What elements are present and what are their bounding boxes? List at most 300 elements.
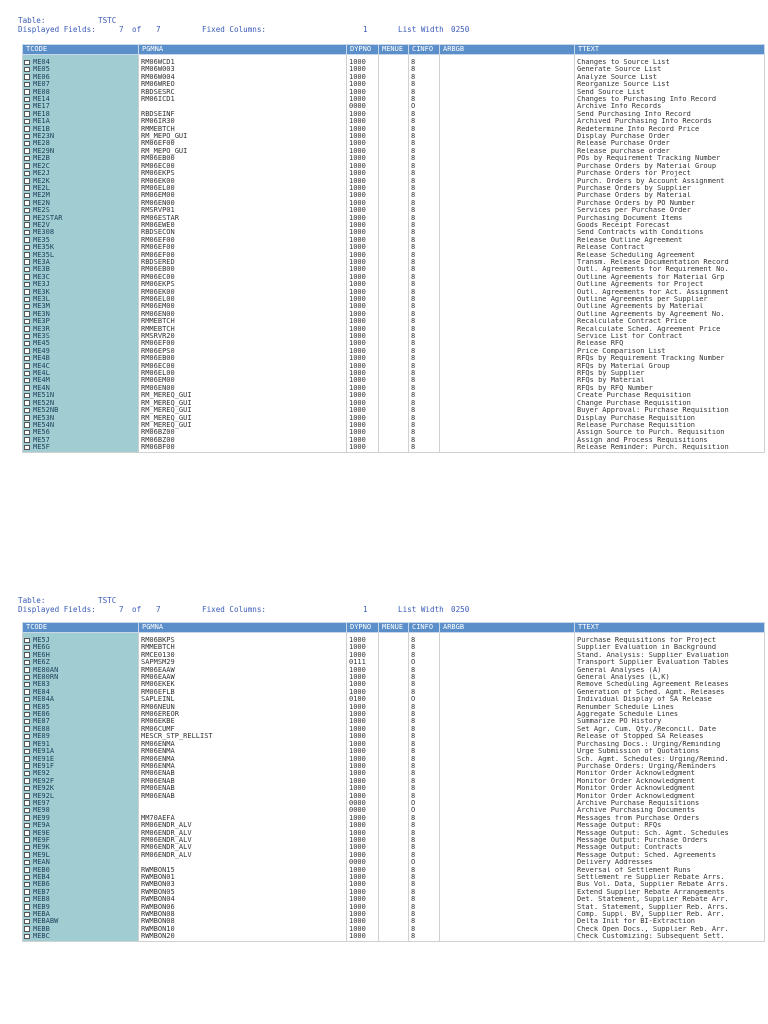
table-row[interactable] — [23, 711, 765, 718]
table-row[interactable] — [23, 81, 765, 88]
table-row[interactable] — [23, 770, 765, 777]
cell-tcode[interactable] — [23, 377, 139, 384]
cell-tcode[interactable] — [23, 289, 139, 296]
table-row[interactable] — [23, 896, 765, 903]
row-select-checkbox[interactable] — [24, 171, 30, 177]
row-select-checkbox[interactable] — [24, 934, 30, 940]
cell-tcode[interactable] — [23, 363, 139, 370]
table-row[interactable] — [23, 718, 765, 725]
table-row[interactable] — [23, 644, 765, 651]
table-row[interactable] — [23, 178, 765, 185]
cell-tcode[interactable] — [23, 274, 139, 281]
table-row[interactable] — [23, 867, 765, 874]
cell-tcode[interactable] — [23, 881, 139, 888]
cell-tcode[interactable] — [23, 178, 139, 185]
table-row[interactable] — [23, 363, 765, 370]
cell-tcode[interactable] — [23, 778, 139, 785]
table-row[interactable] — [23, 852, 765, 859]
cell-menue — [379, 363, 409, 370]
cell-tcode[interactable] — [23, 326, 139, 333]
table-row[interactable] — [23, 800, 765, 807]
cell-tcode[interactable] — [23, 874, 139, 881]
row-select-checkbox[interactable] — [24, 178, 30, 184]
row-select-checkbox[interactable] — [24, 882, 30, 888]
row-select-checkbox[interactable] — [24, 860, 30, 866]
table-row[interactable] — [23, 311, 765, 318]
table-row[interactable] — [23, 74, 765, 81]
column-header-cinfo[interactable]: CINFO — [409, 45, 440, 55]
row-select-checkbox[interactable] — [24, 823, 30, 829]
row-select-checkbox[interactable] — [24, 215, 30, 221]
row-select-checkbox[interactable] — [24, 141, 30, 147]
cell-tcode[interactable] — [23, 303, 139, 310]
row-select-checkbox[interactable] — [24, 800, 30, 806]
table-row[interactable] — [23, 881, 765, 888]
cell-tcode[interactable] — [23, 163, 139, 170]
row-select-checkbox[interactable] — [24, 786, 30, 792]
table-row[interactable] — [23, 89, 765, 96]
row-select-checkbox[interactable] — [24, 771, 30, 777]
column-header-ttext[interactable]: TTEXT — [575, 623, 765, 633]
table-row[interactable] — [23, 103, 765, 110]
row-select-checkbox[interactable] — [24, 875, 30, 881]
row-select-checkbox[interactable] — [24, 778, 30, 784]
table-row[interactable] — [23, 66, 765, 73]
table-row[interactable] — [23, 785, 765, 792]
row-select-checkbox[interactable] — [24, 889, 30, 895]
table-row[interactable] — [23, 266, 765, 273]
column-header-menue[interactable]: MENUE — [379, 45, 409, 55]
cell-tcode[interactable] — [23, 822, 139, 829]
table-row[interactable] — [23, 681, 765, 688]
cell-tcode[interactable] — [23, 444, 139, 452]
row-select-checkbox[interactable] — [24, 793, 30, 799]
cell-tcode[interactable] — [23, 370, 139, 377]
cell-tcode[interactable] — [23, 192, 139, 199]
row-select-checkbox[interactable] — [24, 741, 30, 747]
table-row[interactable] — [23, 355, 765, 362]
table-row[interactable] — [23, 244, 765, 251]
cell-tcode[interactable] — [23, 437, 139, 444]
cell-tcode[interactable] — [23, 266, 139, 273]
row-select-checkbox[interactable] — [24, 689, 30, 695]
table-row[interactable] — [23, 659, 765, 666]
cell-tcode[interactable] — [23, 422, 139, 429]
row-select-checkbox[interactable] — [24, 400, 30, 406]
cell-tcode[interactable] — [23, 333, 139, 340]
cell-tcode[interactable] — [23, 237, 139, 244]
row-select-checkbox[interactable] — [24, 282, 30, 288]
row-select-checkbox[interactable] — [24, 926, 30, 932]
column-header-tcode[interactable]: TCODE — [23, 623, 139, 633]
cell-tcode[interactable] — [23, 74, 139, 81]
row-select-checkbox[interactable] — [24, 756, 30, 762]
column-header-menue[interactable]: MENUE — [379, 623, 409, 633]
cell-tcode[interactable] — [23, 103, 139, 110]
row-select-checkbox[interactable] — [24, 393, 30, 399]
cell-tcode[interactable] — [23, 756, 139, 763]
row-select-checkbox[interactable] — [24, 319, 30, 325]
row-select-checkbox[interactable] — [24, 185, 30, 191]
cell-tcode[interactable] — [23, 118, 139, 125]
row-select-checkbox[interactable] — [24, 67, 30, 73]
table-row[interactable] — [23, 778, 765, 785]
row-select-checkbox[interactable] — [24, 156, 30, 162]
row-select-checkbox[interactable] — [24, 82, 30, 88]
table-row[interactable] — [23, 185, 765, 192]
cell-tcode[interactable] — [23, 837, 139, 844]
table-row[interactable] — [23, 252, 765, 259]
table-row[interactable] — [23, 748, 765, 755]
table-row[interactable] — [23, 689, 765, 696]
cell-tcode[interactable] — [23, 830, 139, 837]
table-row[interactable] — [23, 918, 765, 925]
cell-tcode[interactable] — [23, 911, 139, 918]
cell-tcode[interactable] — [23, 718, 139, 725]
cell-tcode[interactable] — [23, 281, 139, 288]
row-select-checkbox[interactable] — [24, 111, 30, 117]
column-header-arbgb[interactable]: ARBGB — [440, 623, 575, 633]
row-select-checkbox[interactable] — [24, 912, 30, 918]
table-row[interactable] — [23, 844, 765, 851]
row-select-checkbox[interactable] — [24, 904, 30, 910]
table-row[interactable] — [23, 96, 765, 103]
table-row[interactable] — [23, 807, 765, 814]
row-select-checkbox[interactable] — [24, 845, 30, 851]
cell-tcode[interactable] — [23, 926, 139, 933]
table-row[interactable] — [23, 392, 765, 399]
row-select-checkbox[interactable] — [24, 200, 30, 206]
row-select-checkbox[interactable] — [24, 371, 30, 377]
row-select-checkbox[interactable] — [24, 749, 30, 755]
cell-tcode[interactable] — [23, 933, 139, 941]
table-row[interactable] — [23, 370, 765, 377]
cell-tcode[interactable] — [23, 348, 139, 355]
table-row[interactable] — [23, 296, 765, 303]
cell-tcode[interactable] — [23, 385, 139, 392]
row-select-checkbox[interactable] — [24, 134, 30, 140]
row-select-checkbox[interactable] — [24, 704, 30, 710]
row-select-checkbox[interactable] — [24, 808, 30, 814]
column-header-dypno[interactable]: DYPNO — [347, 45, 379, 55]
table-row[interactable] — [23, 333, 765, 340]
cell-tcode[interactable] — [23, 252, 139, 259]
row-select-checkbox[interactable] — [24, 74, 30, 80]
table-row[interactable] — [23, 422, 765, 429]
cell-tcode[interactable] — [23, 222, 139, 229]
table-row[interactable] — [23, 822, 765, 829]
row-select-checkbox[interactable] — [24, 119, 30, 125]
row-select-checkbox[interactable] — [24, 297, 30, 303]
row-select-checkbox[interactable] — [24, 252, 30, 258]
cell-tcode[interactable] — [23, 896, 139, 903]
row-select-checkbox[interactable] — [24, 97, 30, 103]
cell-tcode[interactable] — [23, 415, 139, 422]
row-select-checkbox[interactable] — [24, 415, 30, 421]
row-select-checkbox[interactable] — [24, 815, 30, 821]
cell-tcode[interactable] — [23, 726, 139, 733]
row-select-checkbox[interactable] — [24, 259, 30, 265]
row-select-checkbox[interactable] — [24, 675, 30, 681]
table-row[interactable] — [23, 407, 765, 414]
row-select-checkbox[interactable] — [24, 719, 30, 725]
table-row[interactable] — [23, 59, 765, 66]
table-row[interactable] — [23, 704, 765, 711]
table-row[interactable] — [23, 437, 765, 444]
cell-tcode[interactable] — [23, 340, 139, 347]
row-select-checkbox[interactable] — [24, 378, 30, 384]
table-row[interactable] — [23, 140, 765, 147]
row-select-checkbox[interactable] — [24, 163, 30, 169]
table-row[interactable] — [23, 133, 765, 140]
row-select-checkbox[interactable] — [24, 422, 30, 428]
table-row[interactable] — [23, 696, 765, 703]
table-row[interactable] — [23, 192, 765, 199]
cell-tcode[interactable] — [23, 644, 139, 651]
cell-tcode[interactable] — [23, 763, 139, 770]
table-row[interactable] — [23, 289, 765, 296]
cell-tcode[interactable] — [23, 800, 139, 807]
row-select-checkbox[interactable] — [24, 645, 30, 651]
table-row[interactable] — [23, 207, 765, 214]
table-row[interactable] — [23, 429, 765, 436]
row-select-checkbox[interactable] — [24, 726, 30, 732]
table-row[interactable] — [23, 637, 765, 644]
row-select-checkbox[interactable] — [24, 148, 30, 154]
table-row[interactable] — [23, 874, 765, 881]
table-row[interactable] — [23, 348, 765, 355]
column-header-tcode[interactable]: TCODE — [23, 45, 139, 55]
table-row[interactable] — [23, 415, 765, 422]
cell-tcode[interactable] — [23, 852, 139, 859]
column-header-ttext[interactable]: TTEXT — [575, 45, 765, 55]
row-select-checkbox[interactable] — [24, 734, 30, 740]
cell-tcode[interactable] — [23, 652, 139, 659]
row-select-checkbox[interactable] — [24, 408, 30, 414]
cell-tcode[interactable] — [23, 681, 139, 688]
cell-tcode[interactable] — [23, 392, 139, 399]
row-select-checkbox[interactable] — [24, 356, 30, 362]
table-row[interactable] — [23, 741, 765, 748]
row-select-checkbox[interactable] — [24, 763, 30, 769]
table-row[interactable] — [23, 667, 765, 674]
row-select-checkbox[interactable] — [24, 437, 30, 443]
row-select-checkbox[interactable] — [24, 919, 30, 925]
cell-tcode[interactable] — [23, 807, 139, 814]
table-row[interactable] — [23, 815, 765, 822]
cell-tcode[interactable] — [23, 311, 139, 318]
table-row[interactable] — [23, 830, 765, 837]
cell-tcode[interactable] — [23, 904, 139, 911]
row-select-checkbox[interactable] — [24, 638, 30, 644]
row-select-checkbox[interactable] — [24, 897, 30, 903]
table-row[interactable] — [23, 170, 765, 177]
column-header-pgmna[interactable]: PGMNA — [139, 623, 347, 633]
cell-tcode[interactable] — [23, 659, 139, 666]
cell-tcode[interactable] — [23, 867, 139, 874]
cell-tcode[interactable] — [23, 859, 139, 866]
table-row[interactable] — [23, 756, 765, 763]
row-select-checkbox[interactable] — [24, 193, 30, 199]
table-row[interactable] — [23, 733, 765, 740]
cell-tcode[interactable] — [23, 674, 139, 681]
table-row[interactable] — [23, 400, 765, 407]
cell-tcode[interactable] — [23, 667, 139, 674]
table-row[interactable] — [23, 215, 765, 222]
cell-tcode[interactable] — [23, 89, 139, 96]
row-select-checkbox[interactable] — [24, 852, 30, 858]
row-select-checkbox[interactable] — [24, 89, 30, 95]
row-select-checkbox[interactable] — [24, 208, 30, 214]
cell-tcode[interactable] — [23, 207, 139, 214]
table-row[interactable] — [23, 237, 765, 244]
cell-menue — [379, 89, 409, 96]
table-row[interactable] — [23, 926, 765, 933]
row-select-checkbox[interactable] — [24, 712, 30, 718]
table-row[interactable] — [23, 318, 765, 325]
table-row[interactable] — [23, 652, 765, 659]
cell-tcode[interactable] — [23, 741, 139, 748]
cell-tcode[interactable] — [23, 259, 139, 266]
row-select-checkbox[interactable] — [24, 334, 30, 340]
table-row[interactable] — [23, 148, 765, 155]
row-select-checkbox[interactable] — [24, 837, 30, 843]
cell-tcode[interactable] — [23, 400, 139, 407]
row-select-checkbox[interactable] — [24, 430, 30, 436]
row-select-checkbox[interactable] — [24, 867, 30, 873]
cell-tcode[interactable] — [23, 133, 139, 140]
table-row[interactable] — [23, 303, 765, 310]
row-select-checkbox[interactable] — [24, 385, 30, 391]
table-row[interactable] — [23, 933, 765, 941]
table-row[interactable] — [23, 259, 765, 266]
row-select-checkbox[interactable] — [24, 326, 30, 332]
cell-tcode[interactable] — [23, 148, 139, 155]
row-select-checkbox[interactable] — [24, 222, 30, 228]
row-select-checkbox[interactable] — [24, 341, 30, 347]
cell-tcode[interactable] — [23, 318, 139, 325]
tcode-text: ME08 — [33, 88, 50, 96]
table-row[interactable] — [23, 111, 765, 118]
table-row[interactable] — [23, 200, 765, 207]
table-row[interactable] — [23, 763, 765, 770]
table-row[interactable] — [23, 222, 765, 229]
table-row[interactable] — [23, 126, 765, 133]
column-header-cinfo[interactable]: CINFO — [409, 623, 440, 633]
table-row[interactable] — [23, 281, 765, 288]
cell-tcode[interactable] — [23, 66, 139, 73]
table-row[interactable] — [23, 904, 765, 911]
cell-tcode[interactable] — [23, 815, 139, 822]
cell-tcode[interactable] — [23, 637, 139, 644]
cell-tcode[interactable] — [23, 215, 139, 222]
row-select-checkbox[interactable] — [24, 230, 30, 236]
row-select-checkbox[interactable] — [24, 652, 30, 658]
row-select-checkbox[interactable] — [24, 304, 30, 310]
table-row[interactable] — [23, 889, 765, 896]
column-header-dypno[interactable]: DYPNO — [347, 623, 379, 633]
cell-tcode[interactable] — [23, 126, 139, 133]
row-select-checkbox[interactable] — [24, 289, 30, 295]
cell-tcode[interactable] — [23, 733, 139, 740]
cell-tcode[interactable] — [23, 170, 139, 177]
table-row[interactable] — [23, 155, 765, 162]
table-row[interactable] — [23, 911, 765, 918]
row-select-checkbox[interactable] — [24, 126, 30, 132]
table-row[interactable] — [23, 274, 765, 281]
row-select-checkbox[interactable] — [24, 104, 30, 110]
cell-tcode[interactable] — [23, 689, 139, 696]
cell-tcode[interactable] — [23, 111, 139, 118]
table-row[interactable] — [23, 385, 765, 392]
table-row[interactable] — [23, 118, 765, 125]
cell-tcode[interactable] — [23, 81, 139, 88]
row-select-checkbox[interactable] — [24, 830, 30, 836]
row-select-checkbox[interactable] — [24, 348, 30, 354]
cell-tcode[interactable] — [23, 793, 139, 800]
cell-tcode[interactable] — [23, 918, 139, 925]
row-select-checkbox[interactable] — [24, 660, 30, 666]
cell-tcode[interactable] — [23, 844, 139, 851]
row-select-checkbox[interactable] — [24, 667, 30, 673]
cell-tcode[interactable] — [23, 704, 139, 711]
cell-tcode[interactable] — [23, 185, 139, 192]
cell-tcode[interactable] — [23, 296, 139, 303]
column-header-pgmna[interactable]: PGMNA — [139, 45, 347, 55]
row-select-checkbox[interactable] — [24, 274, 30, 280]
cell-tcode[interactable] — [23, 748, 139, 755]
row-select-checkbox[interactable] — [24, 311, 30, 317]
row-select-checkbox[interactable] — [24, 237, 30, 243]
cell-tcode[interactable] — [23, 244, 139, 251]
cell-tcode[interactable] — [23, 407, 139, 414]
cell-tcode[interactable] — [23, 429, 139, 436]
cell-tcode[interactable] — [23, 696, 139, 703]
cell-tcode[interactable] — [23, 140, 139, 147]
cell-tcode[interactable] — [23, 711, 139, 718]
table-row[interactable] — [23, 326, 765, 333]
column-header-arbgb[interactable]: ARBGB — [440, 45, 575, 55]
row-select-checkbox[interactable] — [24, 363, 30, 369]
cell-tcode[interactable] — [23, 59, 139, 66]
cell-ttext: Check Open Docs., Supplier Reb. Arr. — [575, 926, 765, 933]
row-select-checkbox[interactable] — [24, 60, 30, 66]
table-row[interactable] — [23, 859, 765, 866]
row-select-checkbox[interactable] — [24, 697, 30, 703]
row-select-checkbox[interactable] — [24, 445, 30, 451]
row-select-checkbox[interactable] — [24, 682, 30, 688]
cell-tcode[interactable] — [23, 770, 139, 777]
table-row[interactable] — [23, 674, 765, 681]
table-row[interactable] — [23, 340, 765, 347]
row-select-checkbox[interactable] — [24, 245, 30, 251]
row-select-checkbox[interactable] — [24, 267, 30, 273]
table-row[interactable] — [23, 726, 765, 733]
table-row[interactable] — [23, 444, 765, 452]
cell-tcode[interactable] — [23, 155, 139, 162]
table-row[interactable] — [23, 793, 765, 800]
table-row[interactable] — [23, 377, 765, 384]
table-row[interactable] — [23, 163, 765, 170]
cell-tcode[interactable] — [23, 785, 139, 792]
cell-tcode[interactable] — [23, 355, 139, 362]
cell-tcode[interactable] — [23, 889, 139, 896]
cell-tcode[interactable] — [23, 96, 139, 103]
cell-tcode[interactable] — [23, 229, 139, 236]
cell-tcode[interactable] — [23, 200, 139, 207]
table-row[interactable] — [23, 837, 765, 844]
table-row[interactable] — [23, 229, 765, 236]
